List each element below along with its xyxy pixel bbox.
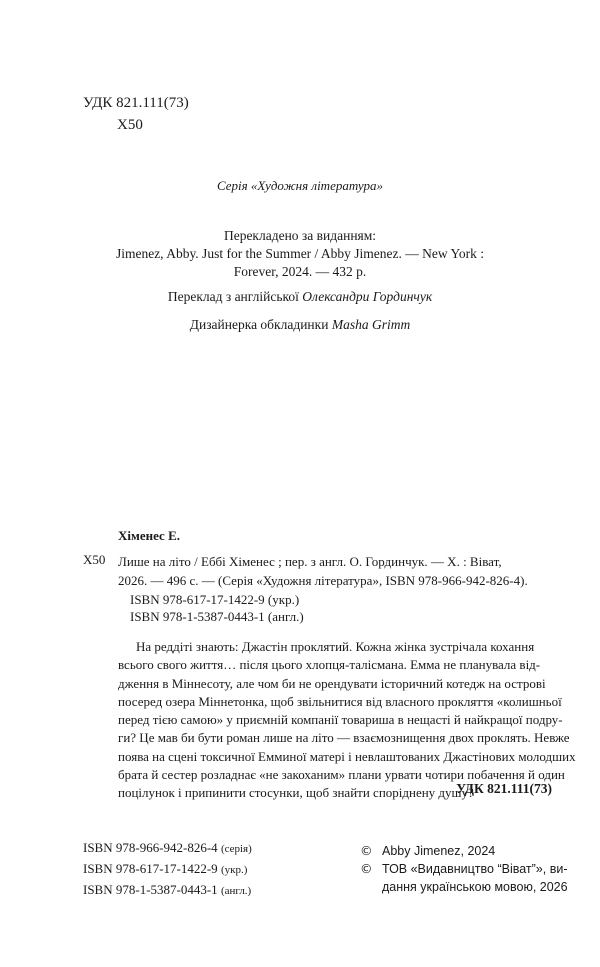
copyright-block bbox=[360, 842, 568, 896]
series-title: Серія «Художня література» bbox=[216, 178, 384, 193]
original-edition-line: Forever, 2024. — 432 p. bbox=[233, 264, 367, 279]
copyright-line bbox=[360, 842, 568, 860]
annotation bbox=[118, 638, 578, 803]
catalog-author: Хіменес Е. bbox=[118, 528, 180, 543]
annotation-line: поява на сцені токсичної Емминої матері і невлаштованих Джастінових молодших bbox=[118, 748, 576, 764]
original-edition-heading: Перекладено за виданням: bbox=[223, 228, 377, 243]
copyright-line: дання українською мовою, 2026 bbox=[382, 880, 568, 894]
catalog-author-mark: Х50 bbox=[83, 552, 106, 567]
copyright-text: Abby Jimenez, 2024 bbox=[382, 844, 496, 858]
catalog-description-line: 2026. — 496 с. — (Серія «Художня література», ISBN 978-966-942-826-4). bbox=[118, 573, 528, 588]
copyright-line bbox=[360, 860, 568, 878]
copyright-symbol: © bbox=[360, 843, 373, 858]
isbn-number: ISBN 978-966-942-826-4 bbox=[83, 840, 218, 855]
copyright-symbol: © bbox=[360, 861, 373, 876]
isbn-item bbox=[83, 859, 252, 880]
udk-footer: УДК 821.111(73) bbox=[456, 781, 552, 796]
catalog-description-line: Лише на літо / Еббі Хіменес ; пер. з англ. О. Гординчук. — Х. : Віват, bbox=[118, 554, 502, 569]
copyright-text: ТОВ «Видавництво “Віват”», ви- bbox=[382, 862, 568, 876]
isbn-item bbox=[83, 838, 252, 859]
isbn-item bbox=[83, 880, 252, 901]
translator-name: Олександри Гординчук bbox=[302, 289, 433, 304]
designer-name: Masha Grimm bbox=[331, 317, 411, 332]
translator-credit bbox=[0, 289, 600, 305]
isbn-tag: (укр.) bbox=[220, 864, 248, 876]
isbn-number: ISBN 978-617-17-1422-9 bbox=[83, 861, 218, 876]
catalog-isbn-eng: ISBN 978-1-5387-0443-1 (англ.) bbox=[130, 609, 304, 624]
isbn-list bbox=[83, 838, 252, 901]
isbn-number: ISBN 978-1-5387-0443-1 bbox=[83, 882, 218, 897]
original-edition bbox=[0, 227, 600, 281]
designer-prefix: Дизайнерка обкладинки bbox=[189, 317, 332, 332]
annotation-line: посеред озера Міннетонка, щоб звільнитися від власного прокляття «колишньої bbox=[118, 693, 562, 709]
annotation-line: перед тією самою» у приємній компанії товариша в нещасті й найкращої подру- bbox=[118, 712, 563, 728]
catalog-description bbox=[118, 552, 568, 590]
annotation-line: ги? Це мав би бути роман лише на літо — взаємознищення двох проклять. Невже bbox=[118, 730, 570, 746]
annotation-line: брата й сестер розладнає «не закоханим» плани урвати чотири побачення й один bbox=[118, 767, 565, 783]
annotation-line: всього свого життя… після цього хлопця-талісмана. Емма не планувала від- bbox=[118, 657, 541, 673]
isbn-tag: (серія) bbox=[220, 843, 252, 855]
annotation-line: На реддіті знають: Джастін проклятий. Кожна жінка зустрічала кохання bbox=[136, 639, 535, 654]
original-edition-line: Jimenez, Abby. Just for the Summer / Abby Jimenez. — New York : bbox=[115, 246, 485, 261]
cover-designer-credit bbox=[0, 317, 600, 333]
author-mark: Х50 bbox=[117, 117, 143, 133]
udk-code: УДК 821.111(73) bbox=[83, 95, 189, 111]
translator-prefix: Переклад з англійської bbox=[167, 289, 303, 304]
udk-header bbox=[83, 92, 189, 136]
annotation-line: поцілунок і припинити стосунки, щоб знайти споріднену душу? bbox=[118, 785, 474, 801]
catalog-isbn-ukr: ISBN 978-617-17-1422-9 (укр.) bbox=[130, 592, 300, 607]
annotation-line: дження в Міннесоту, але чом би не орендувати історичний котедж на острові bbox=[118, 675, 546, 691]
isbn-tag: (англ.) bbox=[220, 885, 252, 897]
